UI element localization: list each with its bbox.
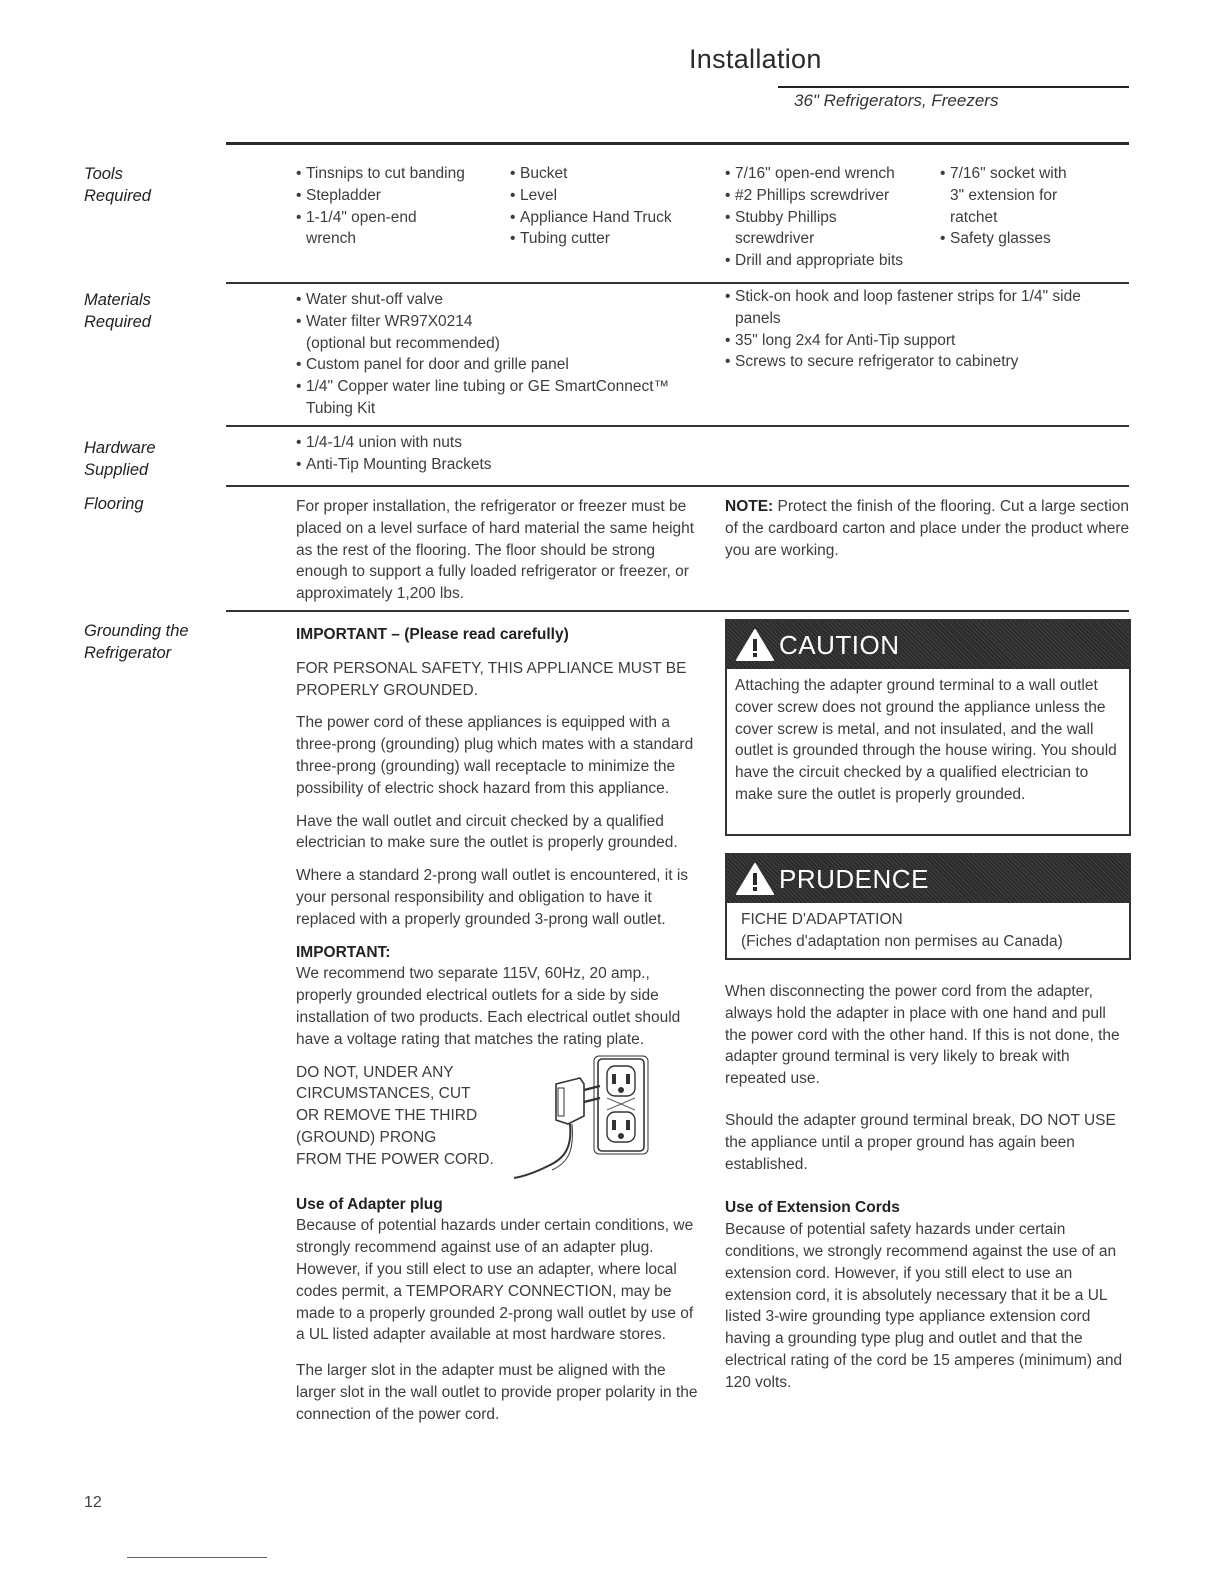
list-item: • #2 Phillips screwdriver — [725, 186, 890, 204]
list-item: • Tubing cutter — [510, 230, 610, 248]
paragraph: FOR PERSONAL SAFETY, THIS APPLIANCE MUST BE PROPERLY GROUNDED. — [296, 659, 687, 699]
section-rule — [226, 485, 1129, 487]
list-item: • Stick-on hook and loop fastener strips for 1/4" side — [725, 288, 1081, 305]
grounding-left-column — [296, 624, 704, 1437]
section-rule — [226, 282, 1129, 284]
section-label-materials: Materials Required — [84, 291, 151, 331]
materials-left — [296, 289, 669, 420]
section-label-hardware: Hardware Supplied — [84, 439, 156, 479]
list-item: screwdriver — [735, 230, 815, 248]
prudence-box — [725, 853, 1131, 960]
list-item: ratchet — [950, 208, 998, 226]
hardware-list — [296, 432, 492, 476]
list-item: • Custom panel for door and grille panel — [296, 356, 569, 374]
paragraph: Where a standard 2-prong wall outlet is encountered, it is your personal responsibility and obligation to have it replaced with a properly grounded 3-prong wall outlet. — [296, 867, 689, 928]
paragraph: The larger slot in the adapter must be aligned with the larger slot in the wall outlet to provide proper polarity in the connection of the power cord. — [296, 1362, 698, 1423]
prudence-banner — [727, 855, 1129, 903]
page-subtitle: 36" Refrigerators, Freezers — [794, 91, 999, 110]
important-heading: IMPORTANT – (Please read carefully) — [296, 626, 569, 643]
paragraph: We recommend two separate 115V, 60Hz, 20 amp., properly grounded electrical outlets for a side by side installation of two products. Each electrical outlet should have a voltage rating that matches the rating plate. — [296, 965, 681, 1048]
paragraph: Because of potential hazards under certain conditions, we strongly recommend against use of an adapter plug. However, if you still elect to use an adapter, where local codes permit, a TEMPORARY CONNECTION, may be made to a properly grounded 2-prong wall outlet by use of a UL listed adapter available at most hardware stores. — [296, 1217, 694, 1344]
warning-triangle-icon — [735, 862, 775, 896]
caution-text: Attaching the adapter ground terminal to a wall outlet cover screw does not ground the appliance unless the cover screw is metal, and not insulated, and the wall outlet is grounded through the house wiring. You should have the circuit checked by a qualified electrician to make sure the outlet is properly grounded. — [735, 677, 1117, 803]
header-rule — [778, 86, 1129, 88]
caution-banner — [727, 621, 1129, 669]
section-rule — [226, 142, 1129, 145]
list-item: wrench — [306, 230, 356, 248]
warning-text: DO NOT, UNDER ANY CIRCUMSTANCES, CUT OR REMOVE THE THIRD (GROUND) PRONG FROM THE POWER CORD. — [296, 1063, 494, 1168]
tools-column-2 — [510, 163, 672, 250]
list-item: Tubing Kit — [306, 399, 376, 417]
section-label-flooring: Flooring — [84, 495, 144, 513]
page-number: 12 — [84, 1494, 102, 1511]
flooring-text: For proper installation, the refrigerator or freezer must be placed on a level surface of hard material the same height as the rest of the flooring. The floor should be strong enough to support a fully loaded refrigerator or freezer, or approximately 1,200 lbs. — [296, 498, 695, 603]
prudence-text: FICHE D'ADAPTATION (Fiches d'adaptation non permises au Canada) — [741, 911, 1063, 950]
paragraph: The power cord of these appliances is equipped with a three-prong (grounding) plug which mates with a standard three-prong (grounding) wall receptacle to minimize the possibility of electric shock hazard from this appliance. — [296, 714, 694, 797]
warning-block — [296, 1062, 704, 1186]
list-item: panels — [735, 309, 781, 327]
adapter-heading: Use of Adapter plug — [296, 1195, 443, 1213]
paragraph: Because of potential safety hazards under certain conditions, we strongly recommend against the use of an extension cord. However, if you still elect to use an extension cord, it is absolutely necessary that it be a UL listed 3-wire grounding type appliance extension cord having a grounding type plug and outlet and that the electrical rating of the cord be 15 amperes (minimum) and 120 volts. — [725, 1221, 1123, 1391]
list-item: • Water shut-off valve — [296, 291, 443, 308]
list-item: • Screws to secure refrigerator to cabinetry — [725, 353, 1019, 371]
list-item: • Stepladder — [296, 186, 381, 204]
caution-heading: CAUTION — [779, 629, 900, 660]
section-rule — [226, 425, 1129, 427]
tools-column-4 — [940, 163, 1067, 250]
list-item: • 1/4" Copper water line tubing or GE SmartConnect™ — [296, 378, 670, 396]
list-item: • Tinsnips to cut banding — [296, 165, 465, 182]
tools-column-1 — [296, 163, 465, 250]
list-item: • Stubby Phillips — [725, 208, 837, 226]
footer-rule — [127, 1557, 267, 1558]
list-item: • Level — [510, 186, 558, 204]
list-item: • Drill and appropriate bits — [725, 252, 904, 270]
important-heading-2: IMPORTANT: — [296, 943, 391, 961]
prudence-heading: PRUDENCE — [779, 863, 929, 894]
section-rule — [226, 610, 1129, 612]
list-item: • Water filter WR97X0214 — [296, 312, 473, 330]
list-item: • Bucket — [510, 165, 568, 182]
grounding-right-column — [725, 981, 1129, 1405]
extension-heading: Use of Extension Cords — [725, 1199, 900, 1217]
materials-right — [725, 286, 1081, 373]
list-item: (optional but recommended) — [306, 334, 500, 352]
list-item: 3" extension for — [950, 186, 1058, 204]
paragraph: Should the adapter ground terminal break, DO NOT USE the appliance until a proper ground has again been established. — [725, 1111, 1116, 1173]
list-item: • Safety glasses — [940, 230, 1051, 248]
plug-outlet-illustration — [508, 1054, 653, 1189]
flooring-note: NOTE: Protect the finish of the flooring. Cut a large section of the cardboard carton and place under the product where you are working. — [725, 498, 1130, 559]
tools-column-3 — [725, 163, 903, 272]
list-item: • 7/16" socket with — [940, 165, 1067, 182]
list-item: • Anti-Tip Mounting Brackets — [296, 455, 492, 473]
caution-box — [725, 619, 1131, 836]
list-item: • 7/16" open-end wrench — [725, 165, 895, 182]
list-item: • 1/4-1/4 union with nuts — [296, 434, 462, 451]
list-item: • Appliance Hand Truck — [510, 208, 672, 226]
page-title: Installation — [689, 44, 822, 74]
list-item: • 1-1/4" open-end — [296, 208, 417, 226]
paragraph: When disconnecting the power cord from the adapter, always hold the adapter in place with one hand and pull the power cord with the other hand. If this is not done, the adapter ground terminal is very likely to break with repeated use. — [725, 983, 1120, 1088]
paragraph: Have the wall outlet and circuit checked by a qualified electrician to make sure the outlet is properly grounded. — [296, 812, 678, 852]
list-item: • 35" long 2x4 for Anti-Tip support — [725, 331, 956, 349]
warning-triangle-icon — [735, 628, 775, 662]
section-label-tools: Tools Required — [84, 165, 151, 205]
section-label-grounding: Grounding the Refrigerator — [84, 622, 189, 662]
